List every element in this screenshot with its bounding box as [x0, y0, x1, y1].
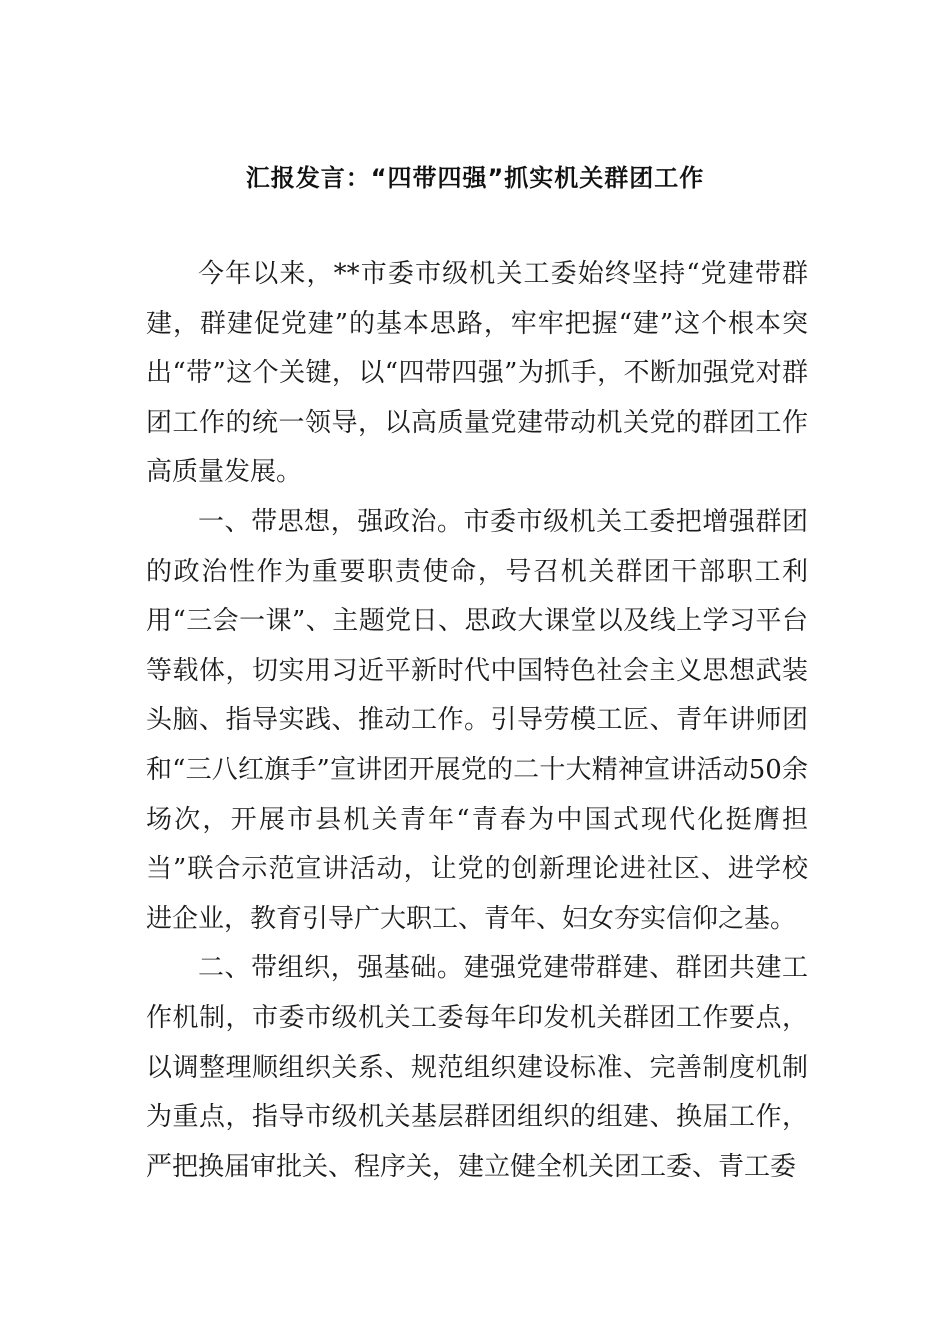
paragraph-section-2: 二、带组织，强基础。建强党建带群建、群团共建工作机制，市委市级机关工委每年印发机关群团工作要点，以调整理顺组织关系、规范组织建设标准、完善制度机制为重点，指导市级机关基层群团组织的组建、换届工作，严把换届审批关、程序关，建立健全机关团工委、青工委 — [146, 953, 808, 1182]
paragraph-intro: 今年以来，**市委市级机关工委始终坚持“党建带群建，群建促党建”的基本思路，牢牢把握“建”这个根本突出“带”这个关键，以“四带四强”为抓手，不断加强党对群团工作的统一领导，以高质量党建带动机关党的群团工作高质量发展。 — [146, 259, 808, 488]
document-title: 汇报发言：“四带四强”抓实机关群团工作 — [245, 164, 705, 192]
document-body — [146, 250, 808, 1192]
paragraph-section-1: 一、带思想，强政治。市委市级机关工委把增强群团的政治性作为重要职责使命，号召机关群团干部职工利用“三会一课”、主题党日、思政大课堂以及线上学习平台等载体，切实用习近平新时代中国特色社会主义思想武装头脑、指导实践、推动工作。引导劳模工匠、青年讲师团和“三八红旗手”宣讲团开展党的二十大精神宣讲活动50余场次，开展市县机关青年“青春为中国式现代化挺膺担当”联合示范宣讲活动，让党的创新理论进社区、进学校进企业，教育引导广大职工、青年、妇女夯实信仰之基。 — [146, 506, 808, 934]
